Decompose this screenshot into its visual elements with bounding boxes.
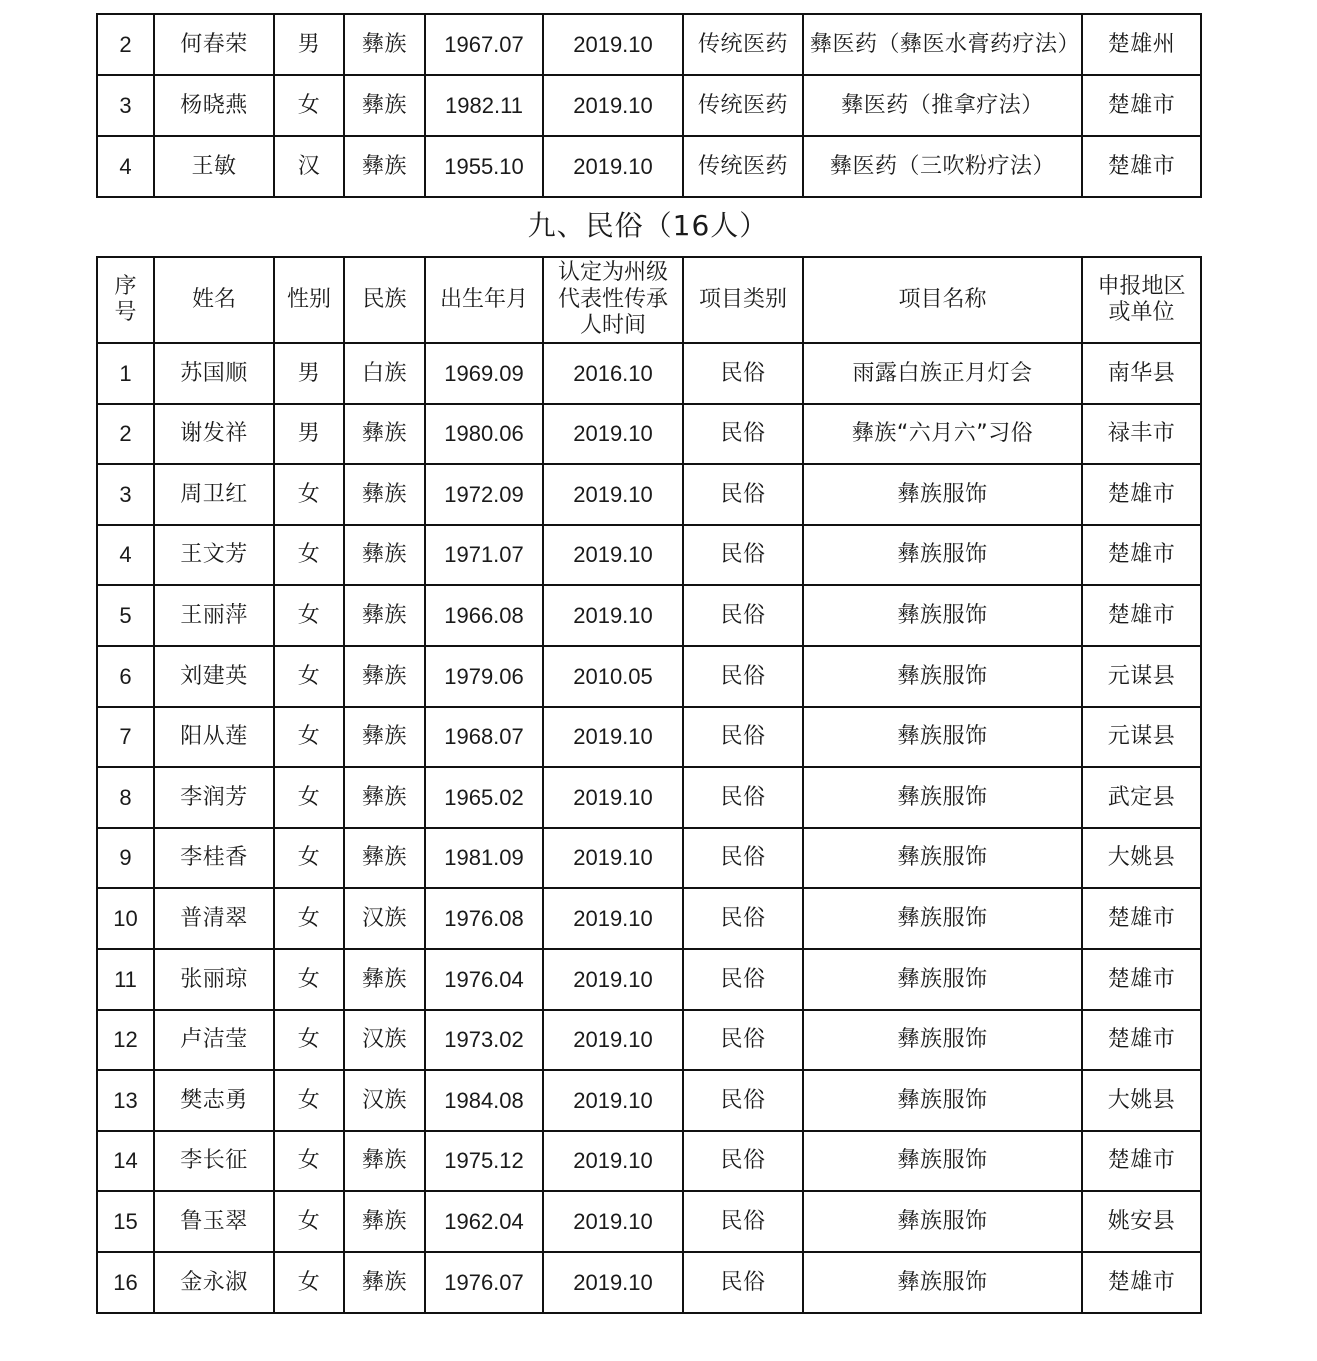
cell-name: 苏国顺 xyxy=(154,343,274,404)
cell-recognized: 2019.10 xyxy=(543,1070,683,1131)
cell-recognized: 2019.10 xyxy=(543,404,683,465)
cell-name: 杨晓燕 xyxy=(154,75,274,136)
cell-region: 元谋县 xyxy=(1082,707,1201,768)
header-birth: 出生年月 xyxy=(425,257,543,343)
table-row xyxy=(97,75,1201,136)
cell-recognized: 2019.10 xyxy=(543,14,683,75)
cell-birth: 1980.06 xyxy=(425,404,543,465)
cell-no: 1 xyxy=(97,343,154,404)
table-row xyxy=(97,646,1201,707)
cell-region: 武定县 xyxy=(1082,767,1201,828)
cell-recognized: 2019.10 xyxy=(543,464,683,525)
cell-birth: 1981.09 xyxy=(425,828,543,889)
cell-name: 王丽萍 xyxy=(154,585,274,646)
cell-category: 民俗 xyxy=(683,767,803,828)
cell-category: 民俗 xyxy=(683,525,803,586)
cell-gender: 女 xyxy=(274,707,344,768)
cell-ethnicity: 彝族 xyxy=(344,1252,425,1313)
cell-birth: 1971.07 xyxy=(425,525,543,586)
cell-birth: 1967.07 xyxy=(425,14,543,75)
cell-region: 楚雄市 xyxy=(1082,949,1201,1010)
cell-category: 民俗 xyxy=(683,707,803,768)
table-row xyxy=(97,828,1201,889)
cell-recognized: 2016.10 xyxy=(543,343,683,404)
cell-region: 楚雄市 xyxy=(1082,464,1201,525)
cell-no: 16 xyxy=(97,1252,154,1313)
cell-birth: 1984.08 xyxy=(425,1070,543,1131)
cell-category: 民俗 xyxy=(683,585,803,646)
cell-ethnicity: 彝族 xyxy=(344,136,425,197)
cell-project: 彝族服饰 xyxy=(803,1252,1082,1313)
cell-recognized: 2019.10 xyxy=(543,75,683,136)
cell-birth: 1976.04 xyxy=(425,949,543,1010)
cell-project: 彝族服饰 xyxy=(803,464,1082,525)
cell-recognized: 2019.10 xyxy=(543,1131,683,1192)
cell-ethnicity: 彝族 xyxy=(344,14,425,75)
table-row xyxy=(97,136,1201,197)
cell-name: 王敏 xyxy=(154,136,274,197)
cell-region: 楚雄市 xyxy=(1082,1252,1201,1313)
table-row xyxy=(97,1010,1201,1071)
table-row xyxy=(97,585,1201,646)
cell-birth: 1969.09 xyxy=(425,343,543,404)
cell-ethnicity: 彝族 xyxy=(344,525,425,586)
cell-region: 元谋县 xyxy=(1082,646,1201,707)
cell-category: 民俗 xyxy=(683,1010,803,1071)
cell-project: 彝医药（推拿疗法） xyxy=(803,75,1082,136)
cell-region: 楚雄州 xyxy=(1082,14,1201,75)
cell-birth: 1972.09 xyxy=(425,464,543,525)
cell-category: 民俗 xyxy=(683,404,803,465)
cell-birth: 1979.06 xyxy=(425,646,543,707)
cell-region: 楚雄市 xyxy=(1082,136,1201,197)
cell-no: 4 xyxy=(97,525,154,586)
cell-no: 14 xyxy=(97,1131,154,1192)
table-row xyxy=(97,707,1201,768)
cell-project: 彝族服饰 xyxy=(803,888,1082,949)
cell-category: 传统医药 xyxy=(683,136,803,197)
cell-name: 李长征 xyxy=(154,1131,274,1192)
cell-name: 普清翠 xyxy=(154,888,274,949)
cell-no: 10 xyxy=(97,888,154,949)
cell-birth: 1968.07 xyxy=(425,707,543,768)
cell-category: 民俗 xyxy=(683,1191,803,1252)
cell-ethnicity: 彝族 xyxy=(344,646,425,707)
cell-category: 民俗 xyxy=(683,464,803,525)
cell-no: 2 xyxy=(97,14,154,75)
cell-recognized: 2019.10 xyxy=(543,949,683,1010)
cell-project: 彝族服饰 xyxy=(803,1131,1082,1192)
cell-name: 刘建英 xyxy=(154,646,274,707)
cell-category: 传统医药 xyxy=(683,14,803,75)
cell-ethnicity: 汉族 xyxy=(344,888,425,949)
cell-region: 楚雄市 xyxy=(1082,1131,1201,1192)
cell-name: 阳从莲 xyxy=(154,707,274,768)
cell-recognized: 2019.10 xyxy=(543,707,683,768)
cell-region: 禄丰市 xyxy=(1082,404,1201,465)
folk-custom-table xyxy=(96,256,1202,1314)
cell-project: 彝族服饰 xyxy=(803,646,1082,707)
cell-ethnicity: 彝族 xyxy=(344,828,425,889)
cell-region: 姚安县 xyxy=(1082,1191,1201,1252)
cell-ethnicity: 彝族 xyxy=(344,404,425,465)
cell-gender: 女 xyxy=(274,646,344,707)
header-project: 项目名称 xyxy=(803,257,1082,343)
cell-project: 彝医药（三吹粉疗法） xyxy=(803,136,1082,197)
cell-category: 民俗 xyxy=(683,1070,803,1131)
cell-recognized: 2019.10 xyxy=(543,1252,683,1313)
table-row xyxy=(97,949,1201,1010)
cell-region: 楚雄市 xyxy=(1082,75,1201,136)
cell-birth: 1965.02 xyxy=(425,767,543,828)
cell-region: 楚雄市 xyxy=(1082,888,1201,949)
cell-gender: 男 xyxy=(274,404,344,465)
cell-recognized: 2019.10 xyxy=(543,136,683,197)
cell-birth: 1975.12 xyxy=(425,1131,543,1192)
cell-gender: 女 xyxy=(274,525,344,586)
cell-project: 彝族服饰 xyxy=(803,1070,1082,1131)
cell-project: 彝族服饰 xyxy=(803,585,1082,646)
cell-no: 11 xyxy=(97,949,154,1010)
cell-region: 楚雄市 xyxy=(1082,525,1201,586)
cell-region: 南华县 xyxy=(1082,343,1201,404)
cell-gender: 女 xyxy=(274,75,344,136)
cell-birth: 1962.04 xyxy=(425,1191,543,1252)
cell-birth: 1966.08 xyxy=(425,585,543,646)
cell-category: 民俗 xyxy=(683,343,803,404)
cell-gender: 男 xyxy=(274,343,344,404)
cell-category: 民俗 xyxy=(683,888,803,949)
cell-name: 卢洁莹 xyxy=(154,1010,274,1071)
cell-project: 雨露白族正月灯会 xyxy=(803,343,1082,404)
cell-birth: 1976.07 xyxy=(425,1252,543,1313)
header-no: 序号 xyxy=(97,257,154,343)
cell-no: 2 xyxy=(97,404,154,465)
header-recognized: 认定为州级代表性传承人时间 xyxy=(543,257,683,343)
cell-no: 4 xyxy=(97,136,154,197)
cell-name: 何春荣 xyxy=(154,14,274,75)
cell-category: 民俗 xyxy=(683,1252,803,1313)
cell-category: 民俗 xyxy=(683,949,803,1010)
table-row xyxy=(97,1252,1201,1313)
cell-name: 周卫红 xyxy=(154,464,274,525)
cell-ethnicity: 汉族 xyxy=(344,1010,425,1071)
table-row xyxy=(97,1131,1201,1192)
continued-table-traditional-medicine xyxy=(96,13,1202,198)
cell-ethnicity: 彝族 xyxy=(344,707,425,768)
cell-recognized: 2019.10 xyxy=(543,1010,683,1071)
cell-no: 6 xyxy=(97,646,154,707)
cell-region: 大姚县 xyxy=(1082,828,1201,889)
cell-birth: 1982.11 xyxy=(425,75,543,136)
cell-project: 彝族服饰 xyxy=(803,525,1082,586)
cell-ethnicity: 彝族 xyxy=(344,767,425,828)
cell-ethnicity: 白族 xyxy=(344,343,425,404)
cell-no: 15 xyxy=(97,1191,154,1252)
cell-no: 3 xyxy=(97,75,154,136)
cell-project: 彝族服饰 xyxy=(803,1010,1082,1071)
cell-name: 金永淑 xyxy=(154,1252,274,1313)
cell-ethnicity: 彝族 xyxy=(344,949,425,1010)
cell-no: 9 xyxy=(97,828,154,889)
cell-name: 李润芳 xyxy=(154,767,274,828)
cell-no: 7 xyxy=(97,707,154,768)
cell-category: 民俗 xyxy=(683,828,803,889)
top-table-body xyxy=(97,14,1201,197)
cell-project: 彝族服饰 xyxy=(803,949,1082,1010)
cell-project: 彝族服饰 xyxy=(803,828,1082,889)
cell-gender: 女 xyxy=(274,1131,344,1192)
cell-no: 3 xyxy=(97,464,154,525)
cell-recognized: 2019.10 xyxy=(543,767,683,828)
section-title: 九、民俗（16人） xyxy=(527,209,769,242)
header-gender: 性别 xyxy=(274,257,344,343)
cell-project: 彝族服饰 xyxy=(803,767,1082,828)
header-region: 申报地区或单位 xyxy=(1082,257,1201,343)
cell-region: 大姚县 xyxy=(1082,1070,1201,1131)
cell-ethnicity: 彝族 xyxy=(344,464,425,525)
cell-category: 民俗 xyxy=(683,1131,803,1192)
cell-name: 樊志勇 xyxy=(154,1070,274,1131)
cell-category: 民俗 xyxy=(683,646,803,707)
cell-recognized: 2019.10 xyxy=(543,828,683,889)
cell-name: 张丽琼 xyxy=(154,949,274,1010)
cell-name: 谢发祥 xyxy=(154,404,274,465)
cell-recognized: 2019.10 xyxy=(543,888,683,949)
cell-recognized: 2019.10 xyxy=(543,1191,683,1252)
cell-birth: 1976.08 xyxy=(425,888,543,949)
cell-name: 李桂香 xyxy=(154,828,274,889)
cell-ethnicity: 彝族 xyxy=(344,75,425,136)
cell-no: 13 xyxy=(97,1070,154,1131)
cell-gender: 女 xyxy=(274,464,344,525)
table-row xyxy=(97,1070,1201,1131)
table-row xyxy=(97,464,1201,525)
cell-gender: 女 xyxy=(274,888,344,949)
cell-no: 12 xyxy=(97,1010,154,1071)
cell-recognized: 2010.05 xyxy=(543,646,683,707)
cell-ethnicity: 彝族 xyxy=(344,585,425,646)
cell-project: 彝族“六月六”习俗 xyxy=(803,404,1082,465)
cell-ethnicity: 彝族 xyxy=(344,1191,425,1252)
cell-gender: 女 xyxy=(274,585,344,646)
cell-gender: 女 xyxy=(274,1191,344,1252)
table-row xyxy=(97,14,1201,75)
table-row xyxy=(97,404,1201,465)
cell-gender: 女 xyxy=(274,828,344,889)
cell-project: 彝族服饰 xyxy=(803,1191,1082,1252)
table-row xyxy=(97,343,1201,404)
cell-project: 彝医药（彝医水膏药疗法） xyxy=(803,14,1082,75)
table-header-row xyxy=(97,257,1201,343)
table-row xyxy=(97,525,1201,586)
header-category: 项目类别 xyxy=(683,257,803,343)
cell-recognized: 2019.10 xyxy=(543,585,683,646)
main-table-body xyxy=(97,343,1201,1313)
cell-gender: 女 xyxy=(274,949,344,1010)
cell-birth: 1955.10 xyxy=(425,136,543,197)
cell-recognized: 2019.10 xyxy=(543,525,683,586)
cell-no: 5 xyxy=(97,585,154,646)
cell-project: 彝族服饰 xyxy=(803,707,1082,768)
table-row xyxy=(97,767,1201,828)
cell-gender: 汉 xyxy=(274,136,344,197)
cell-ethnicity: 汉族 xyxy=(344,1070,425,1131)
cell-ethnicity: 彝族 xyxy=(344,1131,425,1192)
cell-region: 楚雄市 xyxy=(1082,1010,1201,1071)
cell-gender: 女 xyxy=(274,1070,344,1131)
cell-region: 楚雄市 xyxy=(1082,585,1201,646)
cell-gender: 男 xyxy=(274,14,344,75)
cell-gender: 女 xyxy=(274,767,344,828)
cell-name: 鲁玉翠 xyxy=(154,1191,274,1252)
header-ethnicity: 民族 xyxy=(344,257,425,343)
cell-category: 传统医药 xyxy=(683,75,803,136)
cell-birth: 1973.02 xyxy=(425,1010,543,1071)
cell-no: 8 xyxy=(97,767,154,828)
header-name: 姓名 xyxy=(154,257,274,343)
cell-name: 王文芳 xyxy=(154,525,274,586)
cell-gender: 女 xyxy=(274,1010,344,1071)
cell-gender: 女 xyxy=(274,1252,344,1313)
table-row xyxy=(97,1191,1201,1252)
table-row xyxy=(97,888,1201,949)
